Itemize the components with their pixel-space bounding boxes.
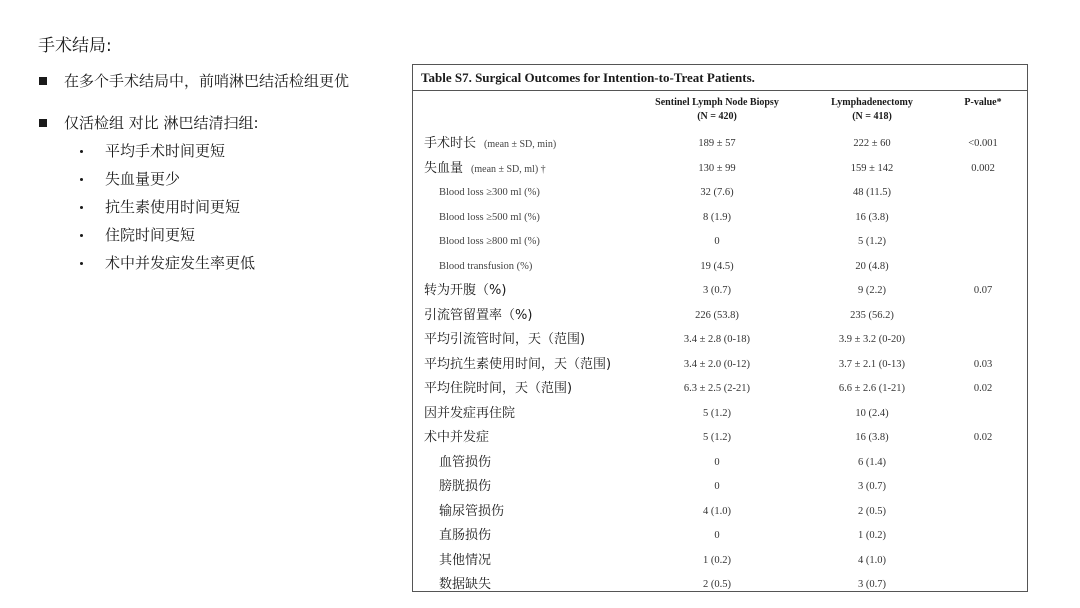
sub-bullet-item bbox=[38, 252, 398, 274]
cell-lymphadenectomy: 16 (3.8) bbox=[855, 432, 889, 443]
column-header-lymphadenectomy bbox=[797, 96, 947, 124]
row-label bbox=[424, 353, 611, 378]
row-label-text: 平均住院时间，天（范围) bbox=[424, 381, 573, 396]
cell-lymphadenectomy: 3.7 ± 2.1 (0-13) bbox=[838, 358, 906, 370]
cell-slnb: 3 (0.7) bbox=[703, 285, 731, 296]
cell-lymphadenectomy: 6.6 ± 2.6 (1-21) bbox=[838, 383, 906, 394]
outcomes-table bbox=[412, 64, 1028, 592]
column-header-label: P-value* bbox=[964, 97, 1002, 108]
row-label bbox=[439, 181, 540, 205]
cell-slnb: 3.4 ± 2.8 (0-18) bbox=[683, 334, 751, 345]
table-row bbox=[413, 132, 1027, 157]
row-label-text: 膀胱损伤 bbox=[439, 479, 492, 494]
cell-slnb: 19 (4.5) bbox=[700, 260, 734, 272]
sub-bullet-item bbox=[38, 196, 398, 218]
sub-bullet-text: 抗生素使用时间更短 bbox=[105, 198, 241, 216]
cell-slnb: 6.3 ± 2.5 (2-21) bbox=[683, 383, 751, 394]
row-label bbox=[424, 426, 489, 451]
table-row bbox=[413, 475, 1027, 500]
table-row bbox=[413, 255, 1027, 280]
cell-lymphadenectomy: 6 (1.4) bbox=[858, 456, 886, 468]
row-label bbox=[439, 475, 491, 500]
row-label-text: 平均引流管时间，天（范围) bbox=[424, 332, 586, 347]
row-label bbox=[439, 573, 491, 598]
table-row bbox=[413, 549, 1027, 574]
cell-lymphadenectomy: 1 (0.2) bbox=[858, 530, 886, 541]
sub-bullet-text: 失血量更少 bbox=[105, 170, 181, 188]
cell-slnb: 0 bbox=[714, 456, 720, 468]
table-row bbox=[413, 353, 1027, 378]
table-row bbox=[413, 524, 1027, 549]
table-divider bbox=[413, 90, 1027, 91]
table-row bbox=[413, 573, 1027, 598]
row-label-text: 直肠损伤 bbox=[439, 528, 492, 543]
cell-pvalue: 0.03 bbox=[973, 358, 993, 370]
table-body bbox=[413, 132, 1027, 598]
row-label bbox=[439, 255, 532, 279]
row-label bbox=[424, 402, 515, 427]
column-header-slnb bbox=[637, 96, 797, 124]
sub-bullet-text: 住院时间更短 bbox=[105, 226, 196, 244]
column-header-n: (N = 418) bbox=[852, 111, 892, 122]
square-bullet-icon bbox=[39, 77, 47, 85]
cell-slnb: 226 (53.8) bbox=[695, 309, 739, 321]
row-label-text: 引流管留置率（%) bbox=[424, 307, 533, 323]
dot-bullet-icon bbox=[80, 262, 83, 265]
row-label-text: 其他情况 bbox=[439, 552, 492, 568]
cell-lymphadenectomy: 16 (3.8) bbox=[855, 211, 889, 223]
sub-bullet-text: 术中并发症发生率更低 bbox=[105, 254, 256, 272]
cell-lymphadenectomy: 222 ± 60 bbox=[853, 138, 891, 149]
row-label bbox=[424, 328, 585, 353]
cell-lymphadenectomy: 3 (0.7) bbox=[858, 481, 886, 492]
row-label-text: 术中并发症 bbox=[424, 430, 490, 445]
cell-slnb: 1 (0.2) bbox=[703, 554, 731, 566]
sub-bullet-list bbox=[38, 140, 398, 274]
cell-slnb: 130 ± 99 bbox=[698, 162, 736, 174]
cell-lymphadenectomy: 10 (2.4) bbox=[855, 407, 889, 419]
cell-lymphadenectomy: 5 (1.2) bbox=[858, 236, 886, 247]
cell-lymphadenectomy: 20 (4.8) bbox=[855, 260, 889, 272]
row-label-text: 失血量 bbox=[424, 160, 464, 176]
row-label bbox=[439, 549, 491, 574]
cell-lymphadenectomy: 159 ± 142 bbox=[850, 162, 894, 174]
row-label-text: 手术时长 bbox=[424, 136, 477, 151]
cell-lymphadenectomy: 3.9 ± 3.2 (0-20) bbox=[838, 334, 906, 345]
table-row bbox=[413, 304, 1027, 329]
square-bullet-icon bbox=[39, 119, 47, 127]
row-label-text: 转为开腹（%) bbox=[424, 283, 507, 298]
sub-bullet-text: 平均手术时间更短 bbox=[105, 142, 226, 160]
row-label-text: Blood loss ≥500 ml (%) bbox=[439, 211, 540, 223]
table-row bbox=[413, 206, 1027, 231]
row-label-text: Blood transfusion (%) bbox=[439, 260, 533, 272]
cell-slnb: 8 (1.9) bbox=[703, 211, 731, 223]
table-row bbox=[413, 279, 1027, 304]
row-label bbox=[424, 132, 556, 157]
cell-pvalue: <0.001 bbox=[968, 138, 998, 149]
dot-bullet-icon bbox=[80, 206, 83, 209]
table-row bbox=[413, 402, 1027, 427]
cell-slnb: 3.4 ± 2.0 (0-12) bbox=[683, 358, 751, 370]
column-header-label: Lymphadenectomy bbox=[831, 97, 913, 108]
cell-lymphadenectomy: 4 (1.0) bbox=[858, 554, 886, 566]
row-label bbox=[424, 279, 506, 304]
table-row bbox=[413, 181, 1027, 206]
row-label-note: (mean ± SD, min) bbox=[484, 139, 557, 150]
bullet-item bbox=[38, 112, 398, 134]
bullet-text: 在多个手术结局中，前哨淋巴结活检组更优 bbox=[64, 72, 350, 90]
row-label-text: Blood loss ≥300 ml (%) bbox=[439, 187, 540, 198]
row-label-text: 血管损伤 bbox=[439, 454, 492, 470]
sub-bullet-item bbox=[38, 224, 398, 246]
row-label bbox=[424, 377, 572, 402]
bullet-text: 仅活检组 对比 淋巴结清扫组: bbox=[64, 114, 259, 132]
table-row bbox=[413, 377, 1027, 402]
cell-pvalue: 0.07 bbox=[973, 285, 993, 296]
row-label bbox=[424, 157, 546, 182]
table-row bbox=[413, 426, 1027, 451]
cell-slnb: 5 (1.2) bbox=[703, 407, 731, 419]
cell-slnb: 4 (1.0) bbox=[703, 505, 731, 517]
bullet-item bbox=[38, 70, 398, 92]
cell-lymphadenectomy: 235 (56.2) bbox=[850, 309, 894, 321]
column-header-n: (N = 420) bbox=[697, 111, 737, 122]
dot-bullet-icon bbox=[80, 150, 83, 153]
row-label-text: 平均抗生素使用时间，天（范围) bbox=[424, 356, 612, 372]
cell-slnb: 0 bbox=[714, 236, 720, 247]
cell-pvalue: 0.02 bbox=[973, 383, 993, 394]
cell-slnb: 5 (1.2) bbox=[703, 432, 731, 443]
column-header-label: Sentinel Lymph Node Biopsy bbox=[655, 97, 779, 108]
row-label bbox=[439, 500, 504, 525]
table-row bbox=[413, 328, 1027, 353]
cell-slnb: 2 (0.5) bbox=[703, 579, 731, 590]
table-row bbox=[413, 451, 1027, 476]
row-label-text: 输尿管损伤 bbox=[439, 503, 505, 519]
cell-slnb: 32 (7.6) bbox=[700, 187, 734, 198]
bullet-list bbox=[38, 70, 398, 274]
cell-lymphadenectomy: 48 (11.5) bbox=[852, 187, 892, 198]
row-label bbox=[439, 451, 491, 476]
cell-slnb: 0 bbox=[714, 481, 720, 492]
cell-lymphadenectomy: 9 (2.2) bbox=[858, 285, 886, 296]
cell-slnb: 0 bbox=[714, 530, 720, 541]
sub-bullet-item bbox=[38, 168, 398, 190]
row-label-text: 因并发症再住院 bbox=[424, 405, 516, 421]
column-header-pvalue bbox=[945, 96, 1021, 110]
row-label bbox=[439, 206, 540, 230]
row-label bbox=[439, 230, 540, 254]
dot-bullet-icon bbox=[80, 234, 83, 237]
table-row bbox=[413, 157, 1027, 182]
slide-title: 手术结局: bbox=[38, 36, 112, 56]
row-label bbox=[424, 304, 532, 329]
cell-lymphadenectomy: 2 (0.5) bbox=[858, 505, 886, 517]
row-label-text: 数据缺失 bbox=[439, 577, 492, 592]
table-row bbox=[413, 230, 1027, 255]
table-title: Table S7. Surgical Outcomes for Intention-to-Treat Patients. bbox=[421, 70, 755, 85]
cell-pvalue: 0.002 bbox=[971, 162, 995, 174]
cell-slnb: 189 ± 57 bbox=[698, 138, 736, 149]
cell-pvalue: 0.02 bbox=[973, 432, 993, 443]
dot-bullet-icon bbox=[80, 178, 83, 181]
sub-bullet-item bbox=[38, 140, 398, 162]
row-label bbox=[439, 524, 491, 549]
cell-lymphadenectomy: 3 (0.7) bbox=[858, 579, 886, 590]
row-label-text: Blood loss ≥800 ml (%) bbox=[439, 236, 540, 247]
table-row bbox=[413, 500, 1027, 525]
row-label-note: (mean ± SD, ml) † bbox=[471, 163, 546, 175]
